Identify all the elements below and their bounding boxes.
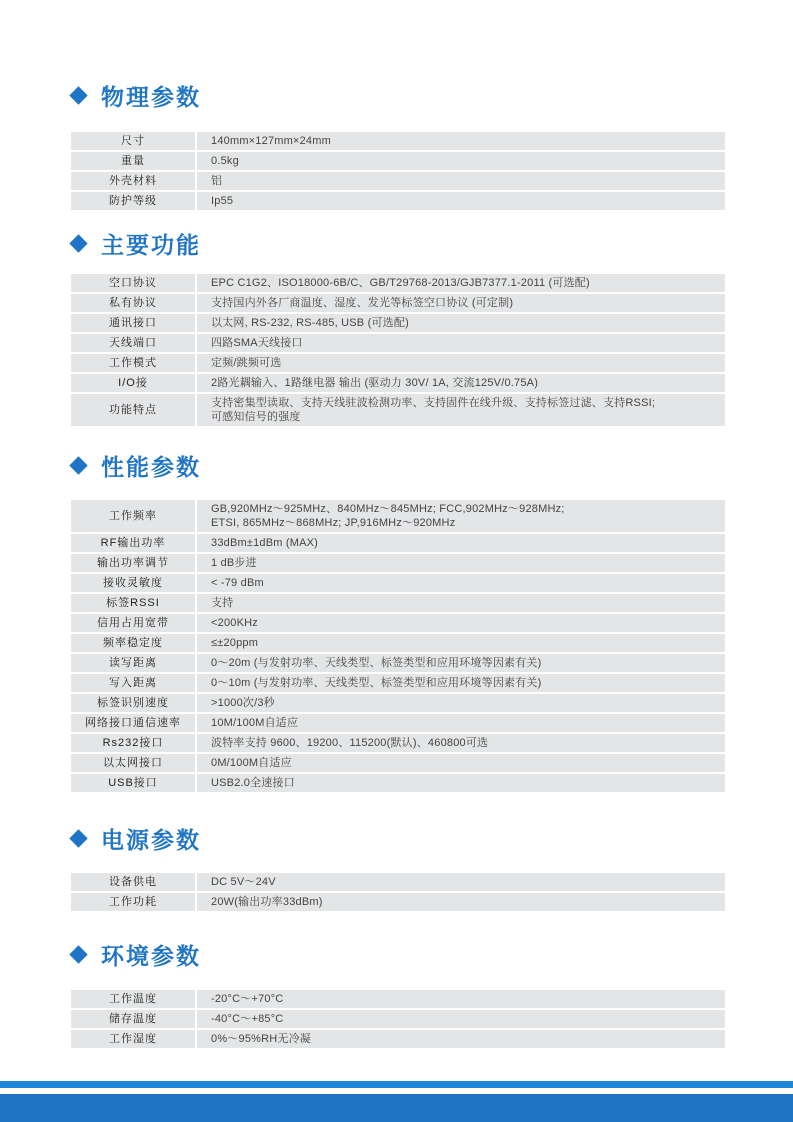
spec-value: 20W(输出功率33dBm) <box>196 892 725 912</box>
spec-label: 通讯接口 <box>71 313 196 333</box>
spec-value: 0～20m (与发射功率、天线类型、标签类型和应用环境等因素有关) <box>196 653 725 673</box>
table-row <box>71 873 725 892</box>
spec-label: 设备供电 <box>71 873 196 892</box>
spec-label: I/O接 <box>71 373 196 393</box>
spec-value: 0～10m (与发射功率、天线类型、标签类型和应用环境等因素有关) <box>196 673 725 693</box>
spec-table-power <box>71 873 725 913</box>
spec-value: ≤±20ppm <box>196 633 725 653</box>
spec-label: 读写距离 <box>71 653 196 673</box>
spec-value-line: 可感知信号的强度 <box>211 411 301 423</box>
table-row <box>71 274 725 293</box>
spec-value: <200KHz <box>196 613 725 633</box>
section-title: 环境参数 <box>101 943 201 970</box>
spec-label: 工作湿度 <box>71 1029 196 1049</box>
spec-value: -40°C～+85°C <box>196 1009 725 1029</box>
spec-value: 铝 <box>196 171 725 191</box>
spec-label: 私有协议 <box>71 293 196 313</box>
table-row <box>71 773 725 793</box>
table-row <box>71 500 725 533</box>
table-row <box>71 633 725 653</box>
spec-label: 功能特点 <box>71 393 196 427</box>
spec-value: DC 5V～24V <box>196 873 725 892</box>
spec-value: EPC C1G2、ISO18000-6B/C、GB/T29768-2013/GJB7377.1-2011 (可选配) <box>196 274 725 293</box>
spec-label: 工作功耗 <box>71 892 196 912</box>
table-row <box>71 593 725 613</box>
spec-label: 天线端口 <box>71 333 196 353</box>
table-row <box>71 753 725 773</box>
spec-value: 0M/100M自适应 <box>196 753 725 773</box>
spec-value: 140mm×127mm×24mm <box>196 132 725 151</box>
table-row <box>71 653 725 673</box>
spec-table-physical <box>71 132 725 212</box>
table-row <box>71 990 725 1009</box>
spec-label: 工作模式 <box>71 353 196 373</box>
diamond-bullet-icon <box>69 945 87 963</box>
section-header-power <box>70 823 201 853</box>
spec-label: 输出功率调节 <box>71 553 196 573</box>
spec-value <box>196 500 725 533</box>
spec-label: 标签RSSI <box>71 593 196 613</box>
section-title: 电源参数 <box>101 827 201 854</box>
table-row <box>71 733 725 753</box>
spec-value: < -79 dBm <box>196 573 725 593</box>
table-row <box>71 892 725 912</box>
table-row <box>71 533 725 553</box>
table-row <box>71 171 725 191</box>
spec-label: USB接口 <box>71 773 196 793</box>
diamond-bullet-icon <box>69 234 87 252</box>
spec-table-environment <box>71 990 725 1050</box>
spec-value-line: GB,920MHz～925MHz、840MHz～845MHz; FCC,902MHz～928MHz; <box>211 503 565 515</box>
section-header-functions <box>70 228 201 258</box>
spec-value <box>196 393 725 427</box>
spec-label: 以太网接口 <box>71 753 196 773</box>
table-row <box>71 132 725 151</box>
spec-value: 四路SMA天线接口 <box>196 333 725 353</box>
spec-value: 0.5kg <box>196 151 725 171</box>
table-row <box>71 693 725 713</box>
table-row <box>71 673 725 693</box>
spec-label: 重量 <box>71 151 196 171</box>
spec-value: >1000次/3秒 <box>196 693 725 713</box>
table-row <box>71 1009 725 1029</box>
spec-label: 频率稳定度 <box>71 633 196 653</box>
spec-value: 支持 <box>196 593 725 613</box>
section-header-physical <box>70 80 201 110</box>
spec-value: 2路光耦输入、1路继电器 输出 (驱动力 30V/ 1A, 交流125V/0.75A) <box>196 373 725 393</box>
spec-table-functions <box>71 274 725 428</box>
spec-value: 10M/100M自适应 <box>196 713 725 733</box>
spec-label: 储存温度 <box>71 1009 196 1029</box>
footer-stripe <box>0 1081 793 1088</box>
diamond-bullet-icon <box>69 829 87 847</box>
table-row <box>71 151 725 171</box>
spec-value: 1 dB步进 <box>196 553 725 573</box>
spec-value: 定频/跳频可选 <box>196 353 725 373</box>
table-row <box>71 1029 725 1049</box>
table-row <box>71 313 725 333</box>
table-row <box>71 191 725 211</box>
table-row <box>71 713 725 733</box>
table-row <box>71 333 725 353</box>
spec-value: 以太网, RS-232, RS-485, USB (可选配) <box>196 313 725 333</box>
spec-label: 外壳材料 <box>71 171 196 191</box>
spec-label: RF输出功率 <box>71 533 196 553</box>
spec-value-line: ETSI, 865MHz～868MHz; JP,916MHz～920MHz <box>211 517 456 529</box>
spec-value: 波特率支持 9600、19200、115200(默认)、460800可选 <box>196 733 725 753</box>
spec-label: 尺寸 <box>71 132 196 151</box>
spec-label: 网络接口通信速率 <box>71 713 196 733</box>
section-title: 主要功能 <box>101 232 201 259</box>
section-title: 物理参数 <box>101 84 201 111</box>
diamond-bullet-icon <box>69 86 87 104</box>
spec-value: Ip55 <box>196 191 725 211</box>
spec-value: USB2.0全速接口 <box>196 773 725 793</box>
table-row <box>71 373 725 393</box>
spec-label: 信用占用宽带 <box>71 613 196 633</box>
spec-label: 工作频率 <box>71 500 196 533</box>
spec-table-performance <box>71 500 725 794</box>
table-row <box>71 293 725 313</box>
footer-band <box>0 1094 793 1122</box>
spec-label: 空口协议 <box>71 274 196 293</box>
spec-label: Rs232接口 <box>71 733 196 753</box>
table-row <box>71 393 725 427</box>
spec-label: 标签识别速度 <box>71 693 196 713</box>
diamond-bullet-icon <box>69 456 87 474</box>
spec-label: 写入距离 <box>71 673 196 693</box>
spec-label: 接收灵敏度 <box>71 573 196 593</box>
table-row <box>71 353 725 373</box>
section-header-environment <box>70 939 201 969</box>
spec-value: 33dBm±1dBm (MAX) <box>196 533 725 553</box>
spec-label: 工作温度 <box>71 990 196 1009</box>
spec-value: -20°C～+70°C <box>196 990 725 1009</box>
spec-value: 支持国内外各厂商温度、湿度、发光等标签空口协议 (可定制) <box>196 293 725 313</box>
spec-value-line: 支持密集型读取、支持天线驻波检测功率、支持固件在线升级、支持标签过滤、支持RSSI; <box>211 397 656 409</box>
spec-value: 0%～95%RH无冷凝 <box>196 1029 725 1049</box>
spec-label: 防护等级 <box>71 191 196 211</box>
table-row <box>71 553 725 573</box>
section-title: 性能参数 <box>101 454 201 481</box>
section-header-performance <box>70 450 201 480</box>
table-row <box>71 573 725 593</box>
table-row <box>71 613 725 633</box>
